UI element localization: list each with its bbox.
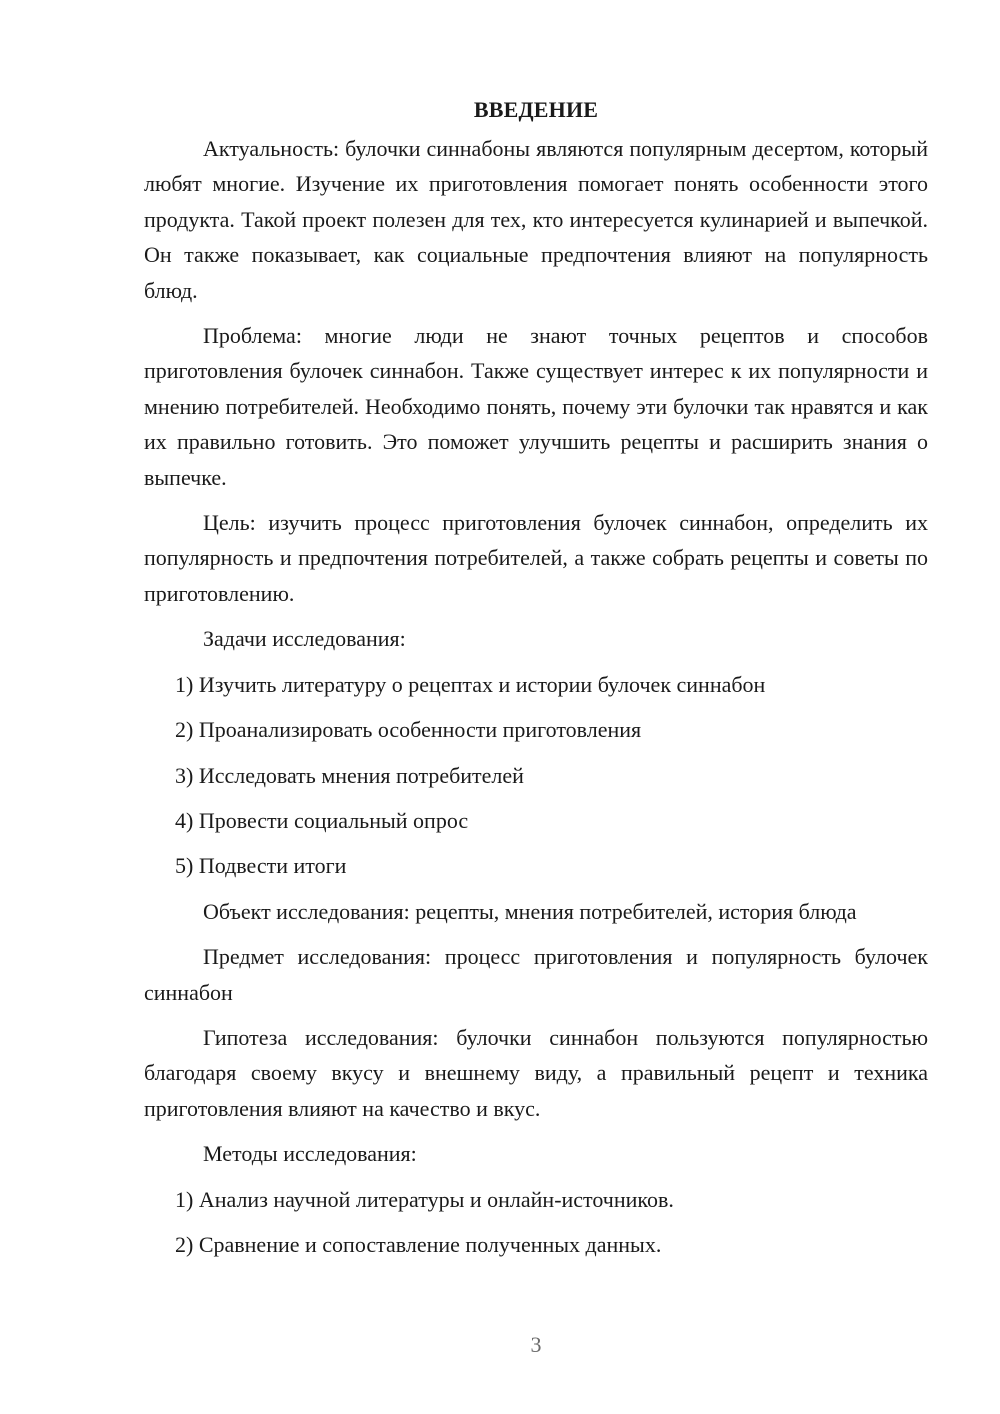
task-item: 4) Провести социальный опрос	[175, 807, 469, 833]
methods-heading: Методы исследования:	[203, 1141, 417, 1167]
task-item: 1) Изучить литературу о рецептах и истории булочек синнабон	[175, 671, 766, 697]
method-item: 2) Сравнение и сопоставление полученных данных.	[175, 1231, 662, 1257]
relevance-paragraph: Актуальность: булочки синнабоны являются популярным десертом, который любят многие. Изучение их приготовления помогает понять особенности этого продукта. Такой проект полезен для тех, кто интересуется кулинарией и выпечкой. Он также показывает, как социальные предпочтения влияют на популярность блюд.	[144, 136, 928, 303]
task-item: 3) Исследовать мнения потребителей	[175, 762, 524, 788]
goal-paragraph: Цель: изучить процесс приготовления булочек синнабон, определить их популярность и предпочтения потребителей, а также собрать рецепты и советы по приготовлению.	[144, 510, 928, 606]
hypothesis-paragraph: Гипотеза исследования: булочки синнабон пользуются популярностью благодаря своему вкусу и внешнему виду, а правильный рецепт и техника приготовления влияют на качество и вкус.	[144, 1024, 928, 1121]
section-title: ВВЕДЕНИЕ	[473, 97, 599, 122]
problem-paragraph: Проблема: многие люди не знают точных рецептов и способов приготовления булочек синнабон. Также существует интерес к их популярности и мнению потребителей. Необходимо понять, почему эти булочки так нравятся и как их правильно готовить. Это поможет улучшить рецепты и расширить знания о выпечке.	[144, 323, 928, 490]
document-page	[144, 95, 928, 1272]
tasks-heading: Задачи исследования:	[203, 626, 406, 652]
task-item: 2) Проанализировать особенности приготовления	[175, 717, 642, 743]
object-paragraph: Объект исследования: рецепты, мнения потребителей, история блюда	[203, 898, 857, 924]
task-item: 5) Подвести итоги	[175, 853, 347, 879]
subject-paragraph: Предмет исследования: процесс приготовления и популярность булочек синнабон	[144, 944, 928, 1005]
page-number: 3	[530, 1332, 542, 1357]
method-item: 1) Анализ научной литературы и онлайн-источников.	[175, 1186, 674, 1212]
